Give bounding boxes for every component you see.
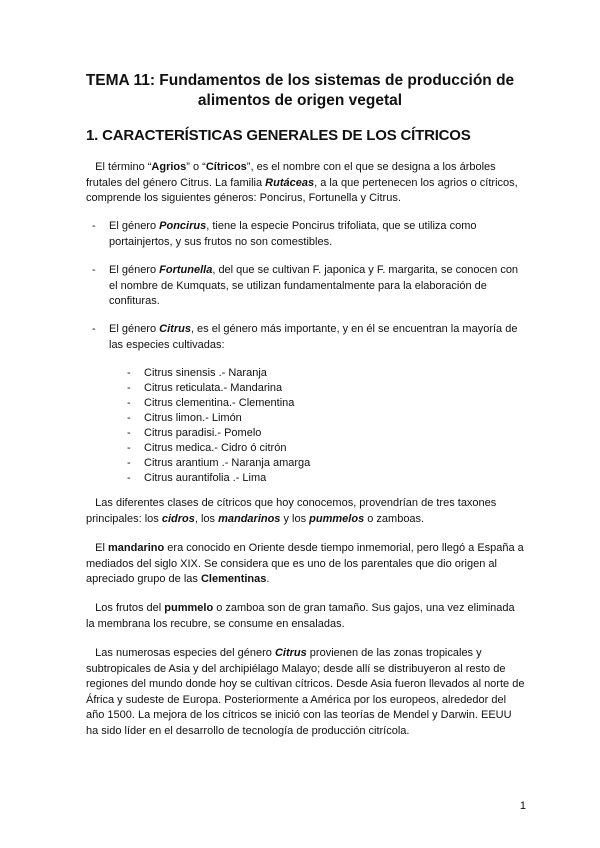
genus-item-citrus: - El género Citrus, es el género más importante, y en él se encuentran la mayoría de las especies cultivadas:	[92, 323, 518, 351]
paragraph-taxa: Las diferentes clases de cítricos que hoy conocemos, provendrían de tres taxones principales: los cidros, los mandarinos y los pummelos o zamboas.	[86, 497, 497, 525]
genus-item-fortunella: - El género Fortunella, del que se cultivan F. japonica y F. margarita, se conocen con el nombre de Kumquats, se utilizan fundamentalmente para la elaboración de confituras.	[92, 264, 519, 307]
paragraph-origin: Las numerosas especies del género Citrus provienen de las zonas tropicales y subtropicales de Asia y del archipiélago Malayo; desde allí se distribuyeron al resto de regiones del mundo donde hoy se cultivan cítricos. Desde Asia fueron llevados al norte de África y sudeste de Europa. Posteriormente a América por los europeos, alrededor del año 1500. La mejora de los cítricos se inició con las teorías de Mendel y Darwin. EEUU ha sido líder en el desarrollo de tecnología de producción citrícola.	[86, 647, 525, 737]
species-list	[127, 366, 310, 486]
page-title	[60, 71, 540, 111]
title-line-2: alimentos de origen vegetal	[197, 92, 403, 109]
list-item: - Citrus medica.- Cidro ó citrón	[127, 442, 287, 454]
title-line-1: TEMA 11: Fundamentos de los sistemas de producción de	[85, 72, 515, 89]
genus-item-poncirus: - El género Poncirus, tiene la especie Poncirus trifoliata, que se utiliza como portainjertos, y sus frutos no son comestibles.	[92, 220, 477, 248]
list-item: - Citrus limon.- Limón	[127, 412, 242, 424]
list-item: - Citrus clementina.- Clementina	[127, 397, 295, 409]
list-item: - Citrus aurantifolia .- Lima	[127, 472, 267, 484]
list-item: - Citrus sinensis .- Naranja	[127, 367, 267, 379]
list-item: - Citrus paradisi.- Pomelo	[127, 427, 262, 439]
paragraph-pummelo: Los frutos del pummelo o zamboa son de gran tamaño. Sus gajos, una vez eliminada la membrana los recubre, se consume en ensaladas.	[86, 602, 515, 630]
paragraph-mandarino: El mandarino era conocido en Oriente desde tiempo inmemorial, pero llegó a España a mediados del siglo XIX. Se considera que es uno de los parentales que dio origen al apreciado grupo de las Clementinas.	[86, 542, 524, 585]
section-heading: 1. CARACTERÍSTICAS GENERALES DE LOS CÍTRICOS	[86, 127, 471, 144]
paragraph-intro: El término “Agrios” o “Cítricos”, es el nombre con el que se designa a los árboles frutales del género Citrus. La familia Rutáceas, a la que pertenecen los agrios o cítricos, comprende los siguientes géneros: Poncirus, Fortunella y Citrus.	[86, 161, 518, 204]
list-item: - Citrus arantium .- Naranja amarga	[127, 457, 311, 469]
page-number: 1	[519, 800, 526, 812]
list-item: - Citrus reticulata.- Mandarina	[127, 382, 283, 394]
